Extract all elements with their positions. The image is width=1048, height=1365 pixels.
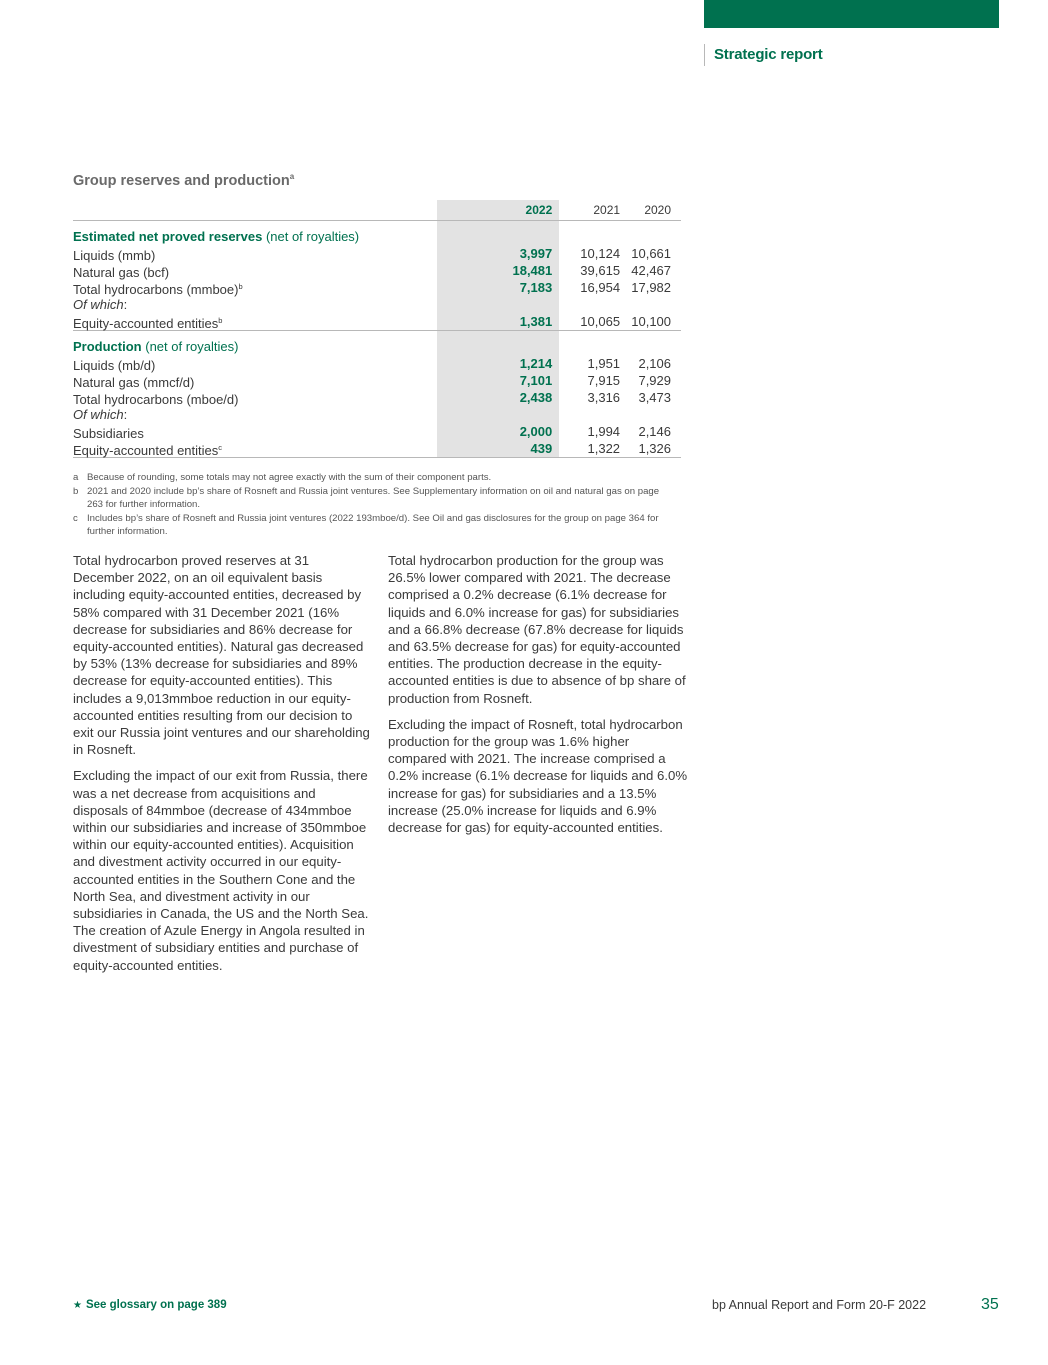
table-footnotes: [73, 471, 673, 539]
table-header-row: [73, 200, 681, 221]
year-2022-header: 2022: [437, 200, 559, 220]
body-column-left: [73, 552, 373, 983]
table-row: Liquids (mb/d) 1,214 1,951 2,106: [73, 356, 672, 373]
reserves-production-table: [73, 200, 681, 458]
paragraph: Excluding the impact of Rosneft, total hydrocarbon production for the group was 1.6% higher compared with 2021. The increase comprised a 0.2% increase (6.1% decrease for liquids and 6.0% increase for gas) for subsidiaries and a 13.5% increase (25.0% increase for liquids and 6.9% decrease for gas) for equity-accounted entities.: [388, 716, 688, 836]
reserves-section-heading: Estimated net proved reserves (net of royalties): [73, 228, 681, 245]
star-icon: ★: [73, 1300, 82, 1311]
table-row: Liquids (mmb) 3,997 10,124 10,661: [73, 246, 672, 263]
header-accent-bar: [704, 0, 999, 28]
table-row: Subsidiaries 2,000 1,994 2,146: [73, 424, 672, 441]
paragraph: Total hydrocarbon proved reserves at 31 December 2022, on an oil equivalent basis including equity-accounted entities, decreased by 58% compared with 31 December 2021 (16% decrease for subsidiaries and 86% decrease for equity-accounted entities). Natural gas decreased by 53% (13% decrease for subsidiaries and 89% decrease for equity-accounted entities). This includes a 9,013mmboe reduction in our equity-accounted entities resulting from our decision to exit our Russia joint ventures and our shareholding in Rosneft.: [73, 553, 370, 758]
table-row: Total hydrocarbons (mboe/d) 2,438 3,316 3,473: [73, 390, 672, 407]
of-which-label: Of which:: [73, 296, 681, 313]
year-2020-header: 2020: [644, 202, 672, 217]
glossary-link[interactable]: ★ See glossary on page 389: [73, 1299, 227, 1311]
table-row: Natural gas (bcf) 18,481 39,615 42,467: [73, 263, 672, 280]
section-label[interactable]: Strategic report: [704, 44, 823, 66]
paragraph: Excluding the impact of our exit from Russia, there was a net decrease from acquisitions and disposals of 84mmboe (decrease of 434mmboe within our subsidiaries and increase of 350mmboe within our equity-accounted entities). Acquisition and divestment activity occurred in our equity-accounted entities in the Southern Cone and the North Sea, and divestment activity in our subsidiaries in Canada, the US and the North Sea. The creation of Azule Energy in Angola resulted in divestment of subsidiary entities and purchase of equity-accounted entities.: [73, 768, 369, 973]
footnote: b 2021 and 2020 include bp’s share of Rosneft and Russia joint ventures. See Supplementary information on oil and natural gas on page 263 for further information.: [73, 485, 660, 511]
table-row: Equity-accounted entities$^c$ 439 1,322 1,326: [73, 440, 681, 458]
footnote: a Because of rounding, some totals may not agree exactly with the sum of their component parts.: [73, 472, 492, 483]
production-section-heading: Production (net of royalties): [73, 338, 681, 355]
footnote: c Includes bp’s share of Rosneft and Russia joint ventures (2022 193mboe/d). See Oil and gas disclosures for the group on page 364 for further information.: [73, 512, 659, 538]
table-row: Equity-accounted entities$^b$ 1,381 10,065 10,100: [73, 313, 681, 331]
table-title: Group reserves and production$^a$: [73, 172, 295, 189]
year-2021-header: 2021: [593, 202, 621, 217]
page-number: 35: [981, 1296, 999, 1313]
body-column-right: [388, 552, 688, 845]
paragraph: Total hydrocarbon production for the group was 26.5% lower compared with 2021. The decrease comprised a 0.2% decrease (6.1% decrease for liquids and 6.0% increase for gas) for subsidiaries and a 66.8% decrease (67.8% decrease for liquids and 63.5% decrease for gas) for equity-accounted entities. The production decrease in the equity-accounted entities is due to absence of bp share of production from Rosneft.: [388, 553, 686, 706]
footnote-ref: a: [289, 172, 295, 181]
table-row: Natural gas (mmcf/d) 7,101 7,915 7,929: [73, 373, 672, 390]
of-which-label: Of which:: [73, 406, 681, 423]
table-row: Total hydrocarbons (mmboe)$^b$ 7,183 16,954 17,982: [73, 280, 672, 297]
report-name: bp Annual Report and Form 20-F 2022: [712, 1298, 927, 1312]
